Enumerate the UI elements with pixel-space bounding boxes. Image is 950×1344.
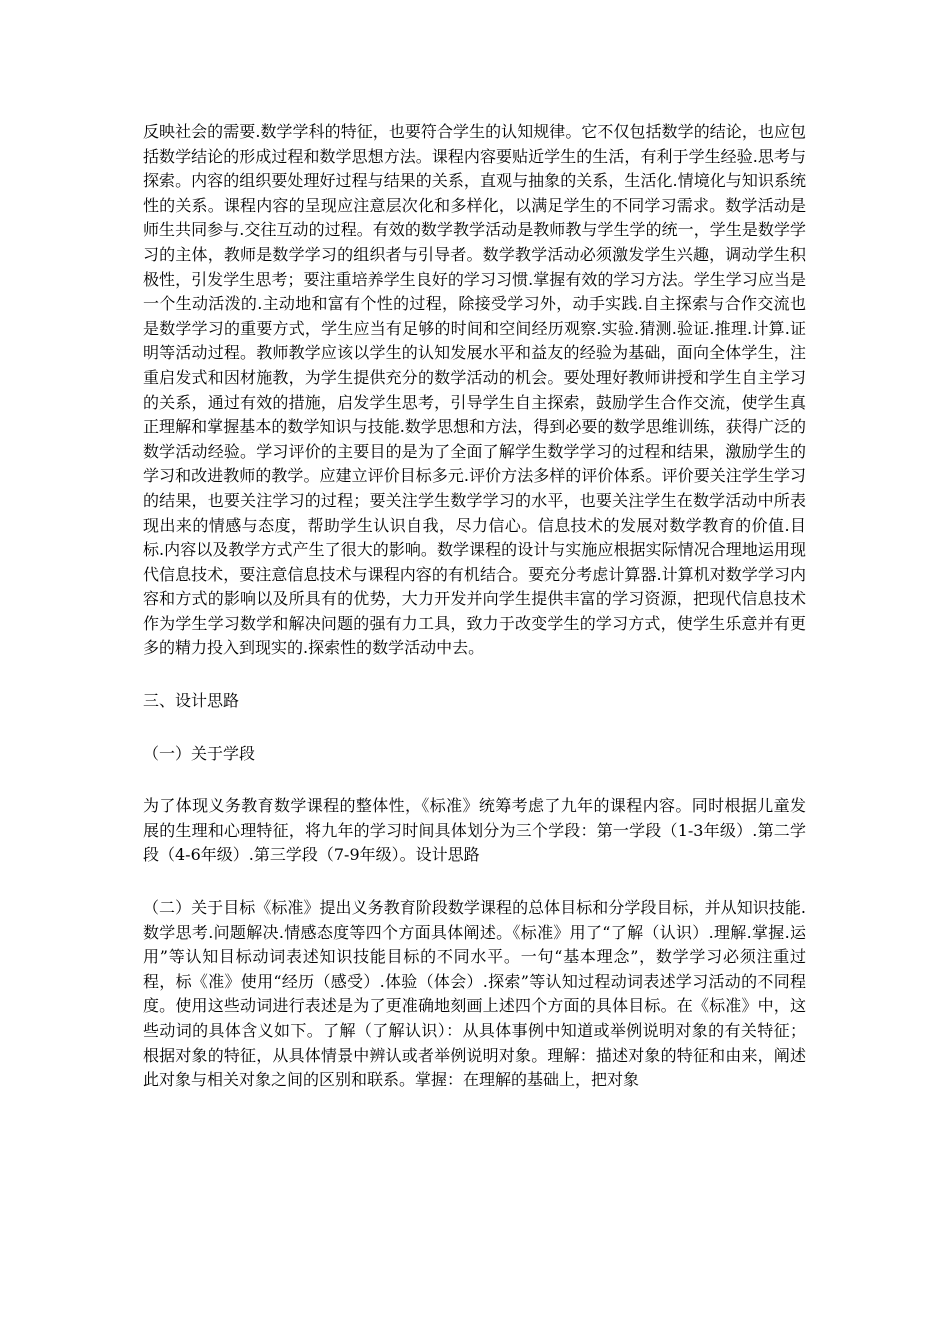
body-paragraph: 为了体现义务教育数学课程的整体性，《标准》统筹考虑了九年的课程内容。同时根据儿童发展的生理和心理特征，将九年的学习时间具体划分为三个学段：第一学段（1-3年级）.第二学段（4-6年级）.第三学段（7-9年级）。设计思路 (143, 796, 806, 865)
subsection-heading: （一）关于学段 (143, 743, 256, 763)
body-paragraph: 反映社会的需要.数学学科的特征，也要符合学生的认知规律。它不仅包括数学的结论，也应包括数学结论的形成过程和数学思想方法。课程内容要贴近学生的生活，有利于学生经验.思考与探索。内容的组织要处理好过程与结果的关系，直观与抽象的关系，生活化.情境化与知识系统性的关系。课程内容的呈现应注意层次化和多样化，以满足学生的不同学习需求。数学活动是师生共同参与.交往互动的过程。有效的数学教学活动是教师教与学生学的统一，学生是数学学习的主体，教师是数学学习的组织者与引导者。数学教学活动必须激发学生兴趣，调动学生积极性，引发学生思考；要注重培养学生良好的学习习惯.掌握有效的学习方法。学生学习应当是一个生动活泼的.主动地和富有个性的过程，除接受学习外，动手实践.自主探索与合作交流也是数学学习的重要方式，学生应当有足够的时间和空间经历观察.实验.猜测.验证.推理.计算.证明等活动过程。教师教学应该以学生的认知发展水平和益友的经验为基础，面向全体学生，注重启发式和因材施教，为学生提供充分的数学活动的机会。要处理好教师讲授和学生自主学习的关系，通过有效的措施，启发学生思考，引导学生自主探索，鼓励学生合作交流，使学生真正理解和掌握基本的数学知识与技能.数学思想和方法，得到必要的数学思维训练，获得广泛的数学活动经验。学习评价的主要目的是为了全面了解学生数学学习的过程和结果，激励学生的学习和改进教师的教学。应建立评价目标多元.评价方法多样的评价体系。评价要关注学生学习的结果，也要关注学习的过程；要关注学生数学学习的水平，也要关注学生在数学活动中所表现出来的情感与态度，帮助学生认识自我，尽力信心。信息技术的发展对数学教育的价值.目标.内容以及教学方式产生了很大的影响。数学课程的设计与实施应根据实际情况合理地运用现代信息技术，要注意信息技术与课程内容的有机结合。要充分考虑计算器.计算机对数学学习内容和方式的影响以及所具有的优势，大力开发并向学生提供丰富的学习资源，把现代信息技术作为学生学习数学和解决问题的强有力工具，致力于改变学生的学习方式，使学生乐意并有更多的精力投入到现实的.探索性的数学活动中去。 (143, 122, 806, 658)
section-heading: 三、设计思路 (143, 691, 240, 711)
document-page (143, 120, 806, 1093)
body-paragraph: （二）关于目标《标准》提出义务教育阶段数学课程的总体目标和分学段目标，并从知识技能.数学思考.问题解决.情感态度等四个方面具体阐述。《标准》用了“了解（认识）.理解.掌握.运用”等认知目标动词表述知识技能目标的不同水平。一句“基本理念”，数学学习必须注重过程，标《准》使用“经历（感受）.体验（体会）.探索”等认知过程动词表述学习活动的不同程度。使用这些动词进行表述是为了更准确地刻画上述四个方面的具体目标。在《标准》中，这些动词的具体含义如下。了解（了解认识）：从具体事例中知道或举例说明对象的有关特征；根据对象的特征，从具体情景中辨认或者举例说明对象。理解：描述对象的特征和由来，阐述此对象与相关对象之间的区别和联系。掌握：在理解的基础上，把对象 (143, 898, 806, 1090)
